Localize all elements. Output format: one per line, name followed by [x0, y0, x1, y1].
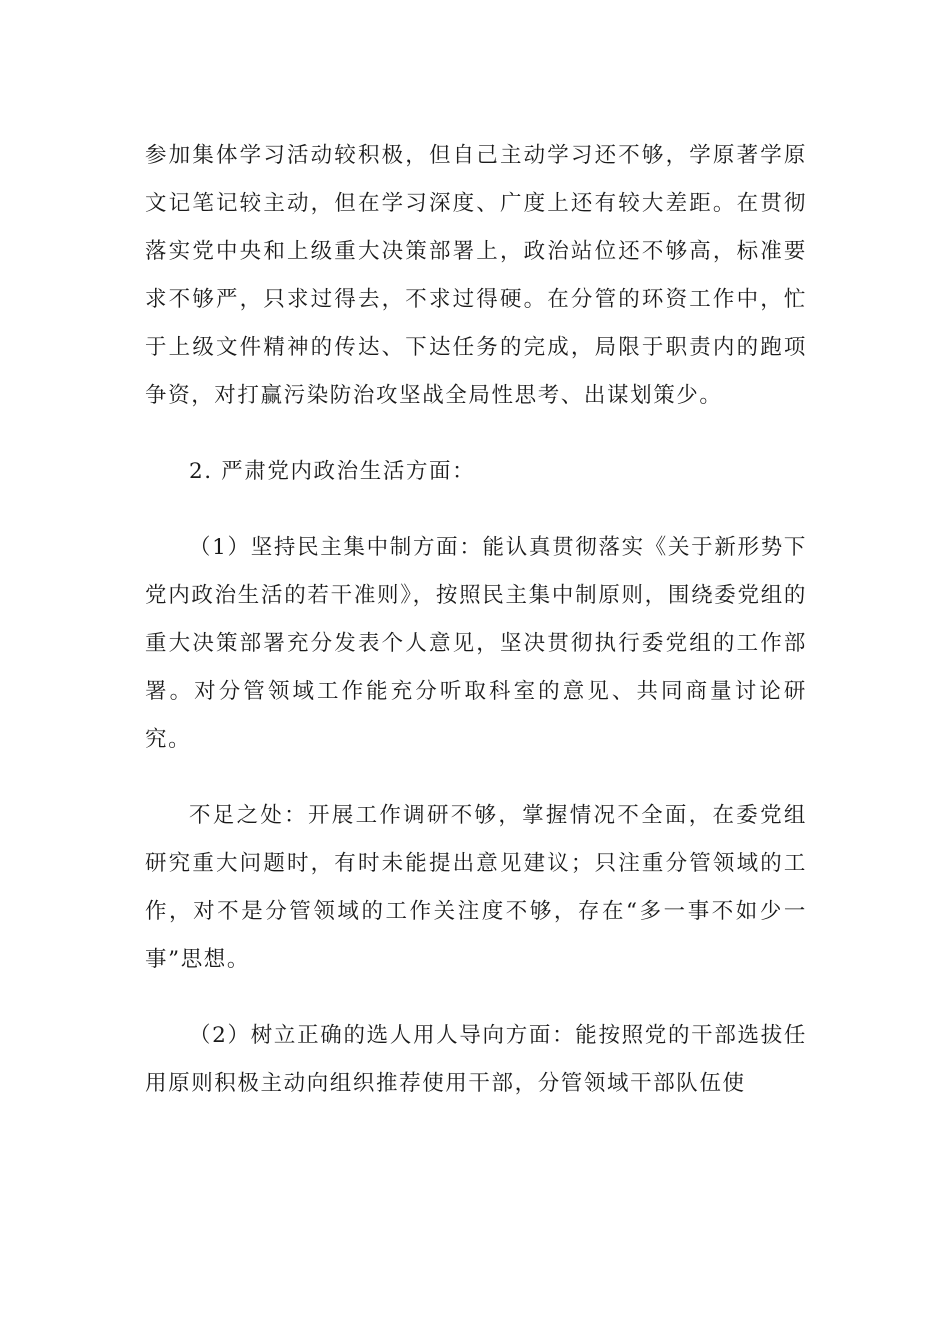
document-body [145, 132, 807, 1108]
paragraph-personnel-selection: （2）树立正确的选人用人导向方面：能按照党的干部选拔任用原则积极主动向组织推荐使用干部，分管领域干部队伍使 [145, 1023, 807, 1096]
paragraph-study-shortcomings: 参加集体学习活动较积极，但自己主动学习还不够，学原著学原文记笔记较主动，但在学习深度、广度上还有较大差距。在贯彻落实党中央和上级重大决策部署上，政治站位还不够高，标准要求不够严，只求过得去，不求过得硬。在分管的环资工作中，忙于上级文件精神的传达、下达任务的完成，局限于职责内的跑项争资，对打赢污染防治攻坚战全局性思考、出谋划策少。 [145, 143, 807, 408]
paragraph-shortcomings: 不足之处：开展工作调研不够，掌握情况不全面，在委党组研究重大问题时，有时未能提出意见建议；只注重分管领域的工作，对不是分管领域的工作关注度不够，存在“多一事不如少一事”思想。 [145, 803, 807, 972]
paragraph-democratic-centralism: （1）坚持民主集中制方面：能认真贯彻落实《关于新形势下党内政治生活的若干准则》，按照民主集中制原则，围绕委党组的重大决策部署充分发表个人意见，坚决贯彻执行委党组的工作部署。对分管领域工作能充分听取科室的意见、共同商量讨论研究。 [145, 535, 807, 752]
section-heading-political-life: 2. 严肃党内政治生活方面： [189, 459, 476, 484]
